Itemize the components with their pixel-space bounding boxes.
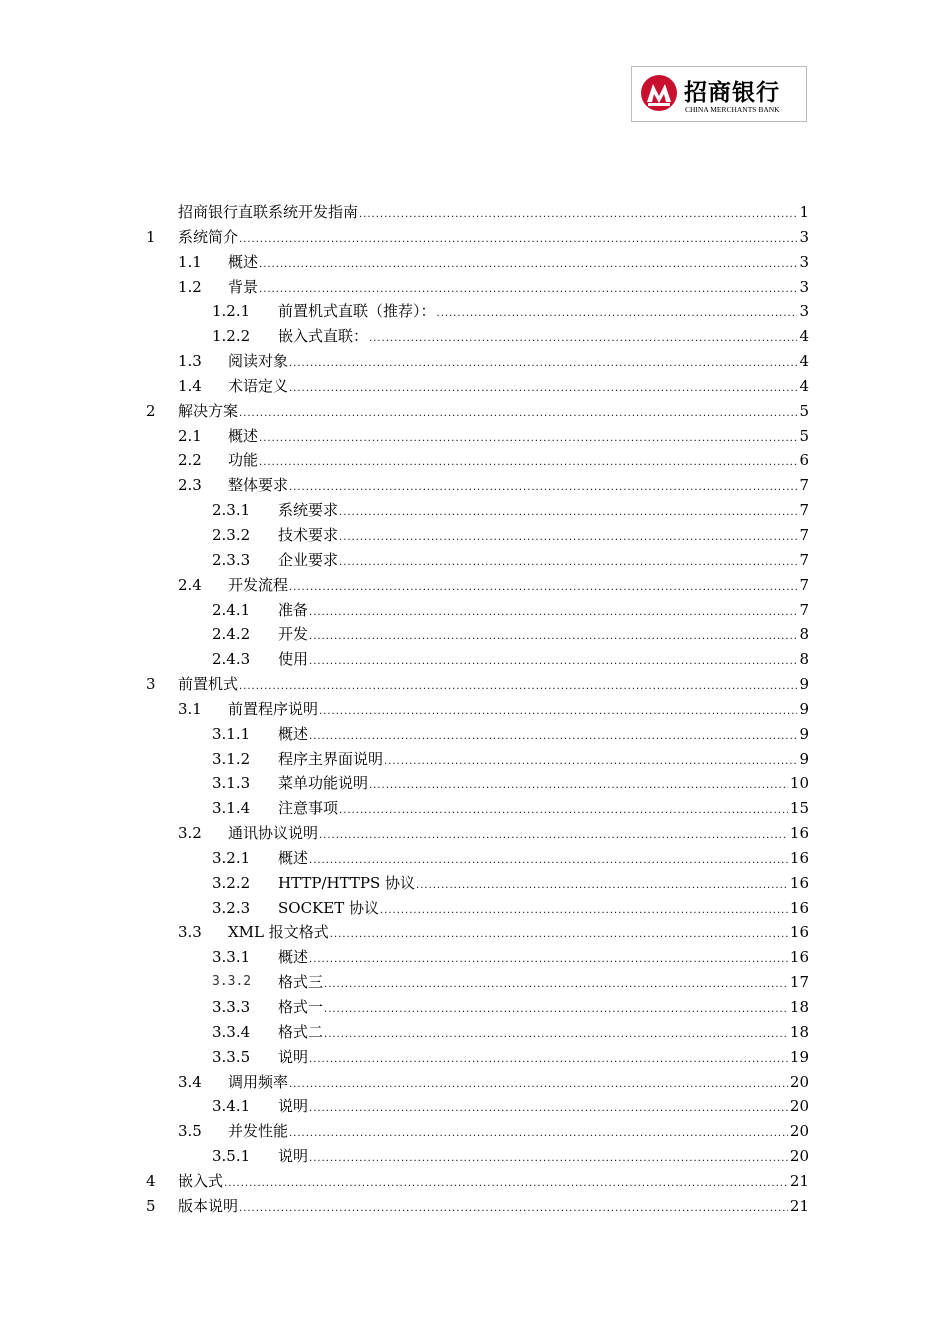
toc-entry-page: 7 <box>799 476 809 495</box>
toc-entry-title: 前置机式直联（推荐）： <box>278 302 436 321</box>
toc-entry-label <box>278 498 809 526</box>
toc-entry-number: 3.2.2 <box>212 873 251 892</box>
toc-entry[interactable] <box>0 1194 950 1219</box>
toc-entry-title: 程序主界面说明 <box>278 749 384 768</box>
toc-entry-number: 1.2.2 <box>212 327 251 346</box>
toc-entry-title: 系统要求 <box>278 501 339 520</box>
toc-entry-page: 10 <box>789 774 809 793</box>
toc-entry-page: 3 <box>799 252 809 271</box>
toc-entry-page: 16 <box>789 898 809 917</box>
toc-entry[interactable] <box>0 747 950 772</box>
toc-entry[interactable] <box>0 573 950 598</box>
toc-entry-number: 3.1.4 <box>212 799 251 818</box>
toc-entry-label <box>278 722 809 750</box>
toc-entry-title: 功能 <box>228 451 259 470</box>
toc-entry-number: 2.3.3 <box>212 550 251 569</box>
table-of-contents <box>0 200 950 1219</box>
toc-entry-page: 16 <box>789 923 809 942</box>
toc-entry-number: 3.5.1 <box>212 1147 251 1166</box>
toc-entry-page: 9 <box>799 749 809 768</box>
toc-entry-number: 1.2 <box>178 277 202 296</box>
toc-entry-label <box>178 200 809 228</box>
toc-entry-title: 开发 <box>278 625 309 644</box>
toc-entry[interactable] <box>0 424 950 449</box>
toc-entry-page: 9 <box>799 675 809 694</box>
toc-entry-page: 18 <box>789 1022 809 1041</box>
toc-entry-label <box>228 1070 809 1098</box>
toc-entry-page: 20 <box>789 1072 809 1091</box>
toc-entry[interactable] <box>0 945 950 970</box>
toc-entry-title: 解决方案 <box>178 401 239 420</box>
toc-entry-number: 2.4.3 <box>212 650 251 669</box>
toc-entry-title: 整体要求 <box>228 476 289 495</box>
toc-entry[interactable] <box>0 970 950 995</box>
toc-entry-number: 2.4.1 <box>212 600 251 619</box>
toc-entry-page: 7 <box>799 501 809 520</box>
toc-entry-label <box>278 1144 809 1172</box>
toc-entry-page: 18 <box>789 998 809 1016</box>
toc-entry-title: 说明 <box>278 1147 309 1166</box>
toc-entry-page: 1 <box>799 203 809 221</box>
toc-entry[interactable] <box>0 995 950 1020</box>
toc-entry[interactable] <box>0 1169 950 1194</box>
toc-entry-title: 说明 <box>278 1047 309 1066</box>
toc-entry[interactable] <box>0 821 950 846</box>
toc-entry-label <box>278 896 809 924</box>
toc-entry-page: 5 <box>799 426 809 445</box>
toc-entry-label <box>278 995 809 1023</box>
bank-logo <box>631 66 807 122</box>
toc-entry[interactable] <box>0 374 950 399</box>
toc-entry-number: 3.2.3 <box>212 898 251 917</box>
toc-entry-page: 4 <box>799 376 809 395</box>
toc-entry-label <box>228 275 809 303</box>
toc-entry-page: 17 <box>789 973 809 992</box>
toc-entry-page: 19 <box>789 1047 809 1066</box>
toc-entry[interactable] <box>0 647 950 672</box>
toc-entry-page: 3 <box>799 227 809 246</box>
toc-entry-label <box>228 821 809 849</box>
toc-entry-page: 4 <box>799 327 809 346</box>
toc-entry-number: 3 <box>146 675 156 694</box>
toc-entry-title: 概述 <box>278 848 309 867</box>
toc-entry-label <box>278 945 809 973</box>
toc-entry-page: 4 <box>799 352 809 371</box>
toc-entry-label <box>228 448 809 476</box>
toc-entry-page: 8 <box>799 625 809 644</box>
toc-entry-label <box>228 573 809 601</box>
toc-entry-label <box>278 598 809 626</box>
toc-entry-number: 3.3.1 <box>212 948 251 967</box>
toc-entry-label <box>278 324 809 352</box>
toc-entry-page: 7 <box>799 525 809 544</box>
toc-entry[interactable] <box>0 697 950 722</box>
toc-entry-number: 3.3.2 <box>212 974 252 990</box>
toc-entry-label <box>178 399 809 427</box>
toc-entry-page: 5 <box>799 401 809 420</box>
toc-entry-title: 格式三 <box>278 973 324 992</box>
toc-entry-label <box>228 920 809 948</box>
toc-entry-label <box>278 1045 809 1073</box>
toc-entry[interactable] <box>0 498 950 523</box>
toc-entry-page: 7 <box>799 600 809 619</box>
toc-entry[interactable] <box>0 349 950 374</box>
toc-entry[interactable] <box>0 846 950 871</box>
toc-entry-label <box>178 1194 809 1222</box>
toc-entry-label <box>278 871 809 899</box>
toc-entry-page: 16 <box>789 824 809 843</box>
toc-entry[interactable] <box>0 622 950 647</box>
toc-entry-title: 概述 <box>278 948 309 967</box>
toc-entry-page: 21 <box>789 1171 809 1190</box>
toc-entry-title: 招商银行直联系统开发指南 <box>178 203 359 221</box>
toc-entry-label <box>228 473 809 501</box>
toc-entry-number: 3.5 <box>178 1122 202 1141</box>
toc-entry-label <box>278 771 809 799</box>
toc-entry-label <box>228 250 809 278</box>
toc-entry-title: 阅读对象 <box>228 352 289 371</box>
toc-entry-title: 准备 <box>278 600 309 619</box>
toc-entry-title: 概述 <box>278 724 309 743</box>
toc-entry-page: 20 <box>789 1097 809 1116</box>
toc-entry-page: 16 <box>789 948 809 967</box>
toc-entry[interactable] <box>0 1020 950 1045</box>
toc-entry-label <box>228 424 809 452</box>
toc-entry-title: XML 报文格式 <box>228 923 329 942</box>
cmb-emblem-icon <box>640 74 678 112</box>
toc-entry-number: 3.2 <box>178 824 202 843</box>
toc-entry-title: 菜单功能说明 <box>278 774 369 793</box>
toc-entry-title: 格式二 <box>278 1022 324 1041</box>
toc-entry[interactable] <box>0 200 950 225</box>
toc-entry-number: 3.1.1 <box>212 724 251 743</box>
toc-entry[interactable] <box>0 448 950 473</box>
toc-entry-number: 3.4 <box>178 1072 202 1091</box>
toc-entry-number: 2.1 <box>178 426 202 445</box>
toc-entry[interactable] <box>0 299 950 324</box>
toc-entry-page: 20 <box>789 1122 809 1141</box>
toc-entry-title: 说明 <box>278 1097 309 1116</box>
toc-entry-title: 前置机式 <box>178 675 239 694</box>
toc-entry-label <box>178 225 809 253</box>
toc-entry-number: 2.4.2 <box>212 625 251 644</box>
toc-entry-number: 3.3 <box>178 923 202 942</box>
toc-entry-page: 16 <box>789 848 809 867</box>
toc-entry-label <box>228 349 809 377</box>
toc-entry-title: 使用 <box>278 650 309 669</box>
logo-name-en: CHINA MERCHANTS BANK <box>685 105 780 114</box>
toc-entry-title: 术语定义 <box>228 376 289 395</box>
toc-entry-number: 3.1.2 <box>212 749 251 768</box>
toc-entry-label <box>228 1119 809 1147</box>
toc-entry[interactable] <box>0 225 950 250</box>
toc-entry-page: 7 <box>799 550 809 569</box>
toc-entry-page: 9 <box>799 724 809 743</box>
toc-entry-number: 1.2.1 <box>212 302 251 321</box>
toc-entry-title: 格式一 <box>278 998 324 1016</box>
toc-entry-number: 3.4.1 <box>212 1097 251 1116</box>
toc-entry-label <box>278 1020 809 1048</box>
toc-entry-number: 3.2.1 <box>212 848 251 867</box>
toc-entry-page: 20 <box>789 1147 809 1166</box>
toc-entry-number: 1 <box>146 227 156 246</box>
toc-entry-page: 3 <box>799 302 809 321</box>
toc-entry[interactable] <box>0 672 950 697</box>
toc-entry[interactable] <box>0 399 950 424</box>
toc-entry-label <box>278 846 809 874</box>
toc-entry-title: 嵌入式 <box>178 1171 224 1190</box>
toc-entry[interactable] <box>0 1070 950 1095</box>
toc-entry-label <box>278 622 809 650</box>
toc-entry-title: 版本说明 <box>178 1196 239 1215</box>
toc-entry-title: 注意事项 <box>278 799 339 818</box>
toc-entry-number: 1.3 <box>178 352 202 371</box>
toc-entry[interactable] <box>0 1045 950 1070</box>
toc-entry-page: 15 <box>789 799 809 818</box>
toc-entry[interactable] <box>0 871 950 896</box>
toc-entry-title: 调用频率 <box>228 1072 289 1091</box>
toc-entry-page: 8 <box>799 650 809 669</box>
toc-entry-number: 3.3.5 <box>212 1047 251 1066</box>
toc-entry[interactable] <box>0 324 950 349</box>
toc-entry-number: 5 <box>146 1196 156 1215</box>
toc-entry-number: 3.3.3 <box>212 998 251 1016</box>
toc-entry-title: HTTP/HTTPS 协议 <box>278 873 416 892</box>
toc-entry-label <box>228 697 809 725</box>
toc-entry[interactable] <box>0 771 950 796</box>
toc-entry-label <box>278 747 809 775</box>
toc-entry-label <box>178 672 809 700</box>
toc-entry-title: 开发流程 <box>228 575 289 594</box>
toc-entry-number: 3.3.4 <box>212 1022 251 1041</box>
toc-entry-page: 6 <box>799 451 809 470</box>
toc-entry-label <box>278 970 809 998</box>
dot-leader <box>239 1197 788 1222</box>
toc-entry-label <box>278 1094 809 1122</box>
toc-entry[interactable] <box>0 598 950 623</box>
toc-entry-title: 技术要求 <box>278 525 339 544</box>
toc-entry-title: 并发性能 <box>228 1122 289 1141</box>
toc-entry[interactable] <box>0 796 950 821</box>
toc-entry[interactable] <box>0 275 950 300</box>
toc-entry[interactable] <box>0 722 950 747</box>
toc-entry-number: 2.3.1 <box>212 501 251 520</box>
toc-entry[interactable] <box>0 1094 950 1119</box>
toc-entry-label <box>228 374 809 402</box>
toc-entry-page: 9 <box>799 699 809 718</box>
toc-entry-page: 21 <box>789 1196 809 1215</box>
toc-entry-number: 3.1 <box>178 699 202 718</box>
toc-entry[interactable] <box>0 896 950 921</box>
toc-entry-number: 1.4 <box>178 376 202 395</box>
toc-entry-label <box>178 1169 809 1197</box>
toc-entry-page: 16 <box>789 873 809 892</box>
toc-entry-label <box>278 523 809 551</box>
toc-entry-number: 1.1 <box>178 252 202 271</box>
toc-entry-title: 嵌入式直联： <box>278 327 369 346</box>
toc-entry[interactable] <box>0 1144 950 1169</box>
toc-entry-title: 前置程序说明 <box>228 699 319 718</box>
toc-entry-title: 通讯协议说明 <box>228 824 319 843</box>
toc-entry-number: 2 <box>146 401 156 420</box>
toc-entry[interactable] <box>0 250 950 275</box>
toc-entry-title: 背景 <box>228 277 259 296</box>
toc-entry-number: 3.1.3 <box>212 774 251 793</box>
toc-entry-label <box>278 299 809 327</box>
toc-entry-number: 4 <box>146 1171 156 1190</box>
toc-entry-label <box>278 548 809 576</box>
toc-entry-title: 系统简介 <box>178 227 239 246</box>
toc-entry-number: 2.2 <box>178 451 202 470</box>
toc-entry-page: 3 <box>799 277 809 296</box>
toc-entry[interactable] <box>0 920 950 945</box>
toc-entry-number: 2.3.2 <box>212 525 251 544</box>
logo-name-cn: 招商银行 <box>684 80 780 106</box>
toc-entry-title: 企业要求 <box>278 550 339 569</box>
toc-entry[interactable] <box>0 523 950 548</box>
toc-entry-label <box>278 796 809 824</box>
toc-entry-number: 2.4 <box>178 575 202 594</box>
toc-entry[interactable] <box>0 548 950 573</box>
toc-entry-title: 概述 <box>228 252 259 271</box>
toc-entry-title: SOCKET 协议 <box>278 898 379 917</box>
toc-entry-title: 概述 <box>228 426 259 445</box>
toc-entry-page: 7 <box>799 575 809 594</box>
toc-entry-label <box>278 647 809 675</box>
toc-entry[interactable] <box>0 1119 950 1144</box>
toc-entry-number: 2.3 <box>178 476 202 495</box>
toc-entry[interactable] <box>0 473 950 498</box>
